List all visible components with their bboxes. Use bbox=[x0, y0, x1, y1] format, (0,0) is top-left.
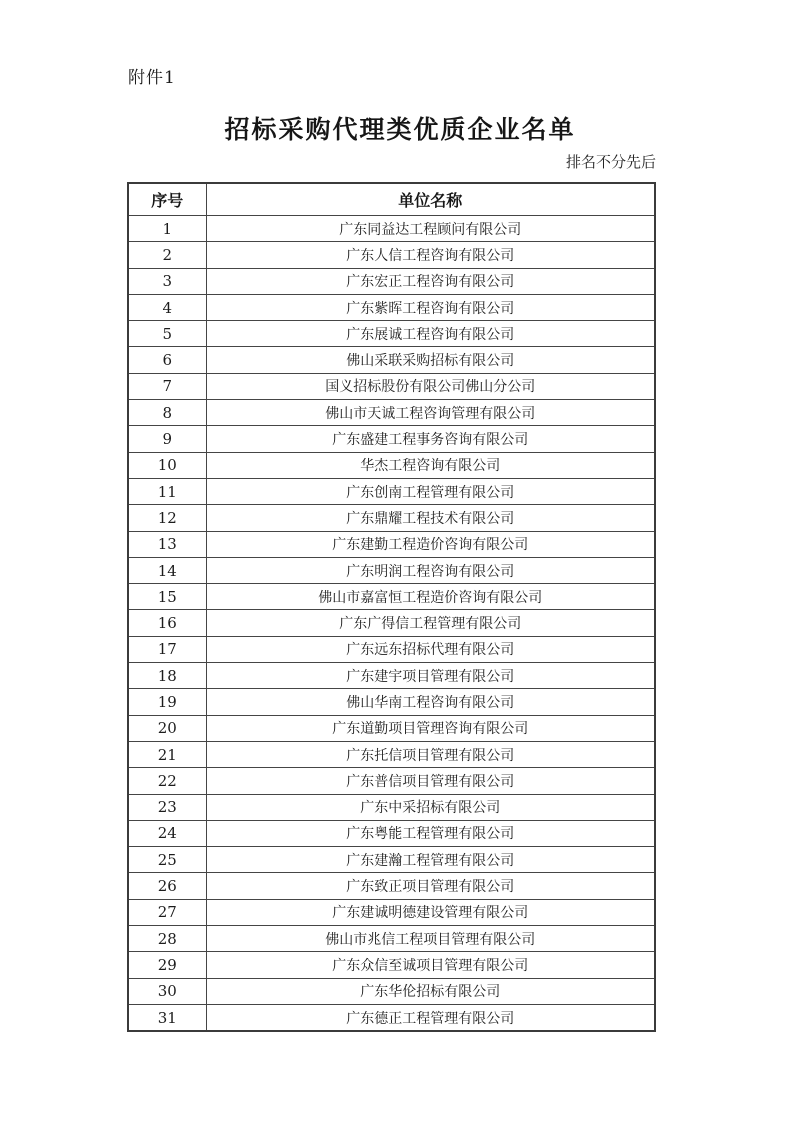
table-row bbox=[128, 610, 655, 636]
company-name-cell: 广东建诚明德建设管理有限公司 bbox=[206, 899, 655, 925]
company-name-cell: 广东华伦招标有限公司 bbox=[206, 978, 655, 1004]
company-name-cell: 广东远东招标代理有限公司 bbox=[206, 636, 655, 662]
table-row bbox=[128, 636, 655, 662]
table-row bbox=[128, 584, 655, 610]
table-row bbox=[128, 347, 655, 373]
table-row bbox=[128, 820, 655, 846]
row-index-cell: 24 bbox=[128, 820, 206, 846]
table-row bbox=[128, 294, 655, 320]
document-title: 招标采购代理类优质企业名单 bbox=[224, 115, 576, 144]
company-name-cell: 广东托信项目管理有限公司 bbox=[206, 741, 655, 767]
row-index-cell: 31 bbox=[128, 1004, 206, 1031]
table-row bbox=[128, 741, 655, 767]
table-row bbox=[128, 1004, 655, 1031]
company-name-cell: 佛山华南工程咨询有限公司 bbox=[206, 689, 655, 715]
company-name-cell: 广东建瀚工程管理有限公司 bbox=[206, 847, 655, 873]
row-index-cell: 14 bbox=[128, 557, 206, 583]
company-name-cell: 广东同益达工程顾问有限公司 bbox=[206, 216, 655, 242]
company-name-cell: 佛山市嘉富恒工程造价咨询有限公司 bbox=[206, 584, 655, 610]
header-index-cell: 序号 bbox=[128, 183, 206, 216]
table-row bbox=[128, 478, 655, 504]
row-index-cell: 15 bbox=[128, 584, 206, 610]
row-index-cell: 2 bbox=[128, 242, 206, 268]
row-index-cell: 21 bbox=[128, 741, 206, 767]
attachment-label: 附件1 bbox=[128, 68, 176, 88]
company-name-cell: 佛山采联采购招标有限公司 bbox=[206, 347, 655, 373]
company-name-cell: 广东紫晖工程咨询有限公司 bbox=[206, 294, 655, 320]
table-body bbox=[128, 216, 655, 1032]
table-row bbox=[128, 847, 655, 873]
company-name-cell: 广东创南工程管理有限公司 bbox=[206, 478, 655, 504]
row-index-cell: 6 bbox=[128, 347, 206, 373]
company-name-cell: 广东粤能工程管理有限公司 bbox=[206, 820, 655, 846]
row-index-cell: 8 bbox=[128, 400, 206, 426]
row-index-cell: 28 bbox=[128, 926, 206, 952]
row-index-cell: 22 bbox=[128, 768, 206, 794]
table-row bbox=[128, 321, 655, 347]
table-row bbox=[128, 952, 655, 978]
table-row bbox=[128, 715, 655, 741]
row-index-cell: 4 bbox=[128, 294, 206, 320]
company-name-cell: 广东中采招标有限公司 bbox=[206, 794, 655, 820]
table-row bbox=[128, 505, 655, 531]
company-name-cell: 广东明润工程咨询有限公司 bbox=[206, 557, 655, 583]
table-row bbox=[128, 242, 655, 268]
row-index-cell: 1 bbox=[128, 216, 206, 242]
row-index-cell: 7 bbox=[128, 373, 206, 399]
table-row bbox=[128, 978, 655, 1004]
table-row bbox=[128, 531, 655, 557]
table-row bbox=[128, 268, 655, 294]
table-row bbox=[128, 689, 655, 715]
table-row bbox=[128, 216, 655, 242]
table-row bbox=[128, 557, 655, 583]
header-name-cell: 单位名称 bbox=[206, 183, 655, 216]
table-header-row bbox=[128, 183, 655, 216]
company-name-cell: 广东盛建工程事务咨询有限公司 bbox=[206, 426, 655, 452]
company-name-cell: 国义招标股份有限公司佛山分公司 bbox=[206, 373, 655, 399]
company-name-cell: 广东致正项目管理有限公司 bbox=[206, 873, 655, 899]
row-index-cell: 17 bbox=[128, 636, 206, 662]
company-table bbox=[127, 182, 656, 1032]
row-index-cell: 16 bbox=[128, 610, 206, 636]
company-name-cell: 广东普信项目管理有限公司 bbox=[206, 768, 655, 794]
table-row bbox=[128, 768, 655, 794]
company-name-cell: 广东宏正工程咨询有限公司 bbox=[206, 268, 655, 294]
row-index-cell: 20 bbox=[128, 715, 206, 741]
row-index-cell: 23 bbox=[128, 794, 206, 820]
row-index-cell: 3 bbox=[128, 268, 206, 294]
row-index-cell: 11 bbox=[128, 478, 206, 504]
table-row bbox=[128, 873, 655, 899]
row-index-cell: 27 bbox=[128, 899, 206, 925]
company-name-cell: 广东展诚工程咨询有限公司 bbox=[206, 321, 655, 347]
row-index-cell: 29 bbox=[128, 952, 206, 978]
row-index-cell: 13 bbox=[128, 531, 206, 557]
row-index-cell: 18 bbox=[128, 663, 206, 689]
company-name-cell: 广东建宇项目管理有限公司 bbox=[206, 663, 655, 689]
row-index-cell: 19 bbox=[128, 689, 206, 715]
table-row bbox=[128, 926, 655, 952]
company-name-cell: 广东道勤项目管理咨询有限公司 bbox=[206, 715, 655, 741]
table-row bbox=[128, 794, 655, 820]
company-name-cell: 广东德正工程管理有限公司 bbox=[206, 1004, 655, 1031]
table-row bbox=[128, 899, 655, 925]
row-index-cell: 25 bbox=[128, 847, 206, 873]
company-name-cell: 华杰工程咨询有限公司 bbox=[206, 452, 655, 478]
row-index-cell: 12 bbox=[128, 505, 206, 531]
company-name-cell: 广东人信工程咨询有限公司 bbox=[206, 242, 655, 268]
company-name-cell: 广东建勤工程造价咨询有限公司 bbox=[206, 531, 655, 557]
company-name-cell: 佛山市天诚工程咨询管理有限公司 bbox=[206, 400, 655, 426]
row-index-cell: 5 bbox=[128, 321, 206, 347]
company-name-cell: 广东鼎耀工程技术有限公司 bbox=[206, 505, 655, 531]
company-name-cell: 广东广得信工程管理有限公司 bbox=[206, 610, 655, 636]
table-row bbox=[128, 373, 655, 399]
ranking-note: 排名不分先后 bbox=[565, 153, 656, 171]
row-index-cell: 30 bbox=[128, 978, 206, 1004]
row-index-cell: 10 bbox=[128, 452, 206, 478]
company-name-cell: 广东众信至诚项目管理有限公司 bbox=[206, 952, 655, 978]
table-row bbox=[128, 452, 655, 478]
table-row bbox=[128, 400, 655, 426]
table-row bbox=[128, 663, 655, 689]
table-row bbox=[128, 426, 655, 452]
row-index-cell: 9 bbox=[128, 426, 206, 452]
row-index-cell: 26 bbox=[128, 873, 206, 899]
company-name-cell: 佛山市兆信工程项目管理有限公司 bbox=[206, 926, 655, 952]
